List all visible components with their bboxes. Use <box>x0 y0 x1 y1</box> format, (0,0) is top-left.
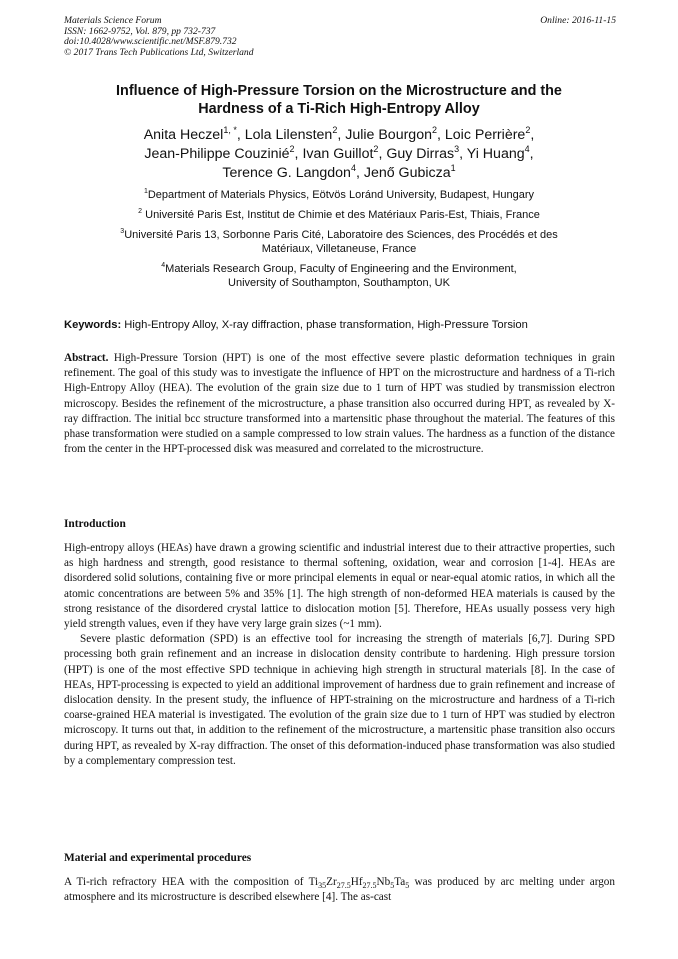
online-date: Online: 2016-11-15 <box>540 15 616 26</box>
element-fraction: 27.5 <box>336 881 351 891</box>
author-name: Ivan Guillot <box>302 146 374 162</box>
author-affiliation-mark: 2 <box>332 124 338 135</box>
affiliation-number: 1 <box>143 187 148 195</box>
affiliation-3 <box>60 228 618 256</box>
copyright-line: © 2017 Trans Tech Publications Ltd, Switzerland <box>64 46 254 58</box>
affiliation-4 <box>60 262 618 290</box>
affiliation-text: Université Paris Est, Institut de Chimie et des Matériaux Paris-Est, Thiais, France <box>142 209 540 221</box>
author-separator: , <box>355 165 364 181</box>
affiliation-text: University of Southampton, Southampton, UK <box>228 277 450 289</box>
author-affiliation-mark: 1 <box>450 162 456 173</box>
affiliation-text: Materials Research Group, Faculty of Engineering and the Environment, <box>165 263 517 275</box>
element-symbol: Ti <box>308 876 319 888</box>
title-line-1: Influence of High-Pressure Torsion on the Microstructure and the <box>116 83 562 99</box>
author-line-3 <box>60 164 618 183</box>
materials-heading: Material and experimental procedures <box>64 852 252 864</box>
author-name: Yi Huang <box>466 146 525 162</box>
author-affiliation-mark: 3 <box>454 143 460 154</box>
affiliation-list <box>60 188 618 296</box>
author-name: Terence G. Langdon <box>222 165 351 181</box>
element-symbol: Ta <box>394 876 406 888</box>
abstract-label: Abstract. <box>64 352 109 364</box>
author-separator: , <box>459 146 467 162</box>
paper-title <box>60 82 618 118</box>
author-affiliation-mark: 2 <box>373 143 379 154</box>
author-name: Julie Bourgon <box>345 127 432 143</box>
author-affiliation-mark: 4 <box>524 143 530 154</box>
issn-line: ISSN: 1662-9752, Vol. 879, pp 732-737 <box>64 25 216 37</box>
element-fraction: 27.5 <box>362 881 377 891</box>
author-affiliation-mark: 2 <box>289 143 295 154</box>
journal-name: Materials Science Forum <box>64 15 162 26</box>
materials-text-before: A Ti-rich refractory HEA with the composition of <box>64 876 309 888</box>
affiliation-1 <box>60 188 618 202</box>
affiliation-2 <box>60 208 618 222</box>
author-name: Jean-Philippe Couzinié <box>144 146 290 162</box>
materials-paragraph-1 <box>64 875 615 905</box>
affiliation-text: Department of Materials Physics, Eötvös Loránd University, Budapest, Hungary <box>147 189 535 201</box>
author-name: Guy Dirras <box>386 146 455 162</box>
abstract <box>64 351 615 457</box>
author-name: Jenő Gubicza <box>363 165 451 181</box>
affiliation-text: Université Paris 13, Sorbonne Paris Cité, Laboratoire des Sciences, des Procédés et des <box>124 229 558 241</box>
author-separator: , <box>294 146 303 162</box>
affiliation-number: 2 <box>138 207 143 215</box>
doi-line: doi:10.4028/www.scientific.net/MSF.879.732 <box>64 36 237 48</box>
author-affiliation-mark: 1, * <box>223 124 237 135</box>
affiliation-number: 3 <box>120 227 125 235</box>
introduction-paragraph-1: High-entropy alloys (HEAs) have drawn a growing scientific and industrial interest due to their attractive properties, such as high hardness and strength, good resistance to thermal softening, oxidation, wear and corrosion [1-4]. HEAs are disordered solid solutions, containing five or more principal elements in equal or near-equal atomic ratios, in which all the atomic concentrations are between 5% and 35% [1]. The high strength of non-deformed HEA materials is caused by the strong resistance of the disordered crystal lattice to dislocation motion [5]. Therefore, HEAs usually possess very high yield strength values, even if they have very large grain sizes (~1 mm). <box>64 542 615 631</box>
author-separator: , <box>530 127 535 143</box>
affiliation-number: 4 <box>161 261 166 269</box>
title-line-2: Hardness of a Ti-Rich High-Entropy Alloy <box>198 101 480 117</box>
materials-text-after: was produced by arc melting under argon atmosphere and its microstructure is described elsewhere [4]. The as-cast <box>64 876 615 904</box>
author-name: Loic Perrière <box>444 127 526 143</box>
author-list <box>60 126 618 183</box>
author-line-1 <box>60 126 618 145</box>
alloy-composition <box>308 876 410 891</box>
affiliation-text: Matériaux, Villetaneuse, France <box>261 243 417 255</box>
keywords-text: High-Entropy Alloy, X-ray diffraction, phase transformation, High-Pressure Torsion <box>121 319 528 331</box>
keywords-label: Keywords: <box>64 319 122 331</box>
element-symbol: Zr <box>326 876 337 888</box>
journal-header <box>64 16 616 58</box>
abstract-text: High-Pressure Torsion (HPT) is one of the most effective severe plastic deformation techniques in grain refinement. The goal of this study was to investigate the influence of HPT on the microstructure and hardness of a Ti-rich High-Entropy Alloy (HEA). The evolution of the grain size due to 1 turn of HPT was studied by transmission electron microscopy. Besides the refinement of the microstructure, a phase transition also occurred during HPT, as revealed by X-ray diffraction. The initial bcc structure transformed into a martensitic phase throughout the material. The features of this phase transformation were studied on a sample compressed to low strain values. The hardness as a function of the distance from the center in the HPT-processed disk was measured and correlated to the microstructure. <box>64 352 615 456</box>
author-separator: , <box>337 127 346 143</box>
element-fraction: 5 <box>405 881 410 891</box>
author-line-2 <box>60 145 618 164</box>
author-affiliation-mark: 2 <box>431 124 437 135</box>
element-symbol: Hf <box>350 876 363 888</box>
author-separator: , <box>378 146 387 162</box>
element-symbol: Nb <box>376 876 391 888</box>
introduction-section <box>64 541 615 769</box>
author-affiliation-mark: 4 <box>350 162 356 173</box>
author-name: Lola Lilensten <box>244 127 333 143</box>
introduction-heading: Introduction <box>64 518 126 530</box>
author-separator: , <box>236 127 245 143</box>
element-fraction: 35 <box>318 881 327 891</box>
materials-section <box>64 875 615 905</box>
keywords <box>64 318 624 332</box>
author-separator: , <box>437 127 445 143</box>
author-affiliation-mark: 2 <box>525 124 531 135</box>
author-name: Anita Heczel <box>143 127 224 143</box>
introduction-paragraph-2: Severe plastic deformation (SPD) is an effective tool for increasing the strength of materials [6,7]. During SPD processing both grain refinement and an increase in dislocation density contribute to hardening. High pressure torsion (HPT) is one of the most effective SPD technique in achieving high strength in structural materials [8]. In the case of HEAs, HPT-processing is expected to yield an additional improvement of hardness due to grain refinement and increase of dislocation density. In the present study, the influence of HPT-straining on the microstructure and hardness of a Ti-rich coarse-grained HEA material is investigated. The evolution of the grain size due to 1 turn of HPT was studied by electron microscopy. It turns out that, in addition to the refinement of the microstructure, a martensitic phase transition also occurs during HPT, as revealed by X-ray diffraction. The onset of this deformation-induced phase transformation was also studied by a complementary compression test. <box>64 633 615 767</box>
author-separator: , <box>529 146 534 162</box>
element-fraction: 5 <box>390 881 395 891</box>
